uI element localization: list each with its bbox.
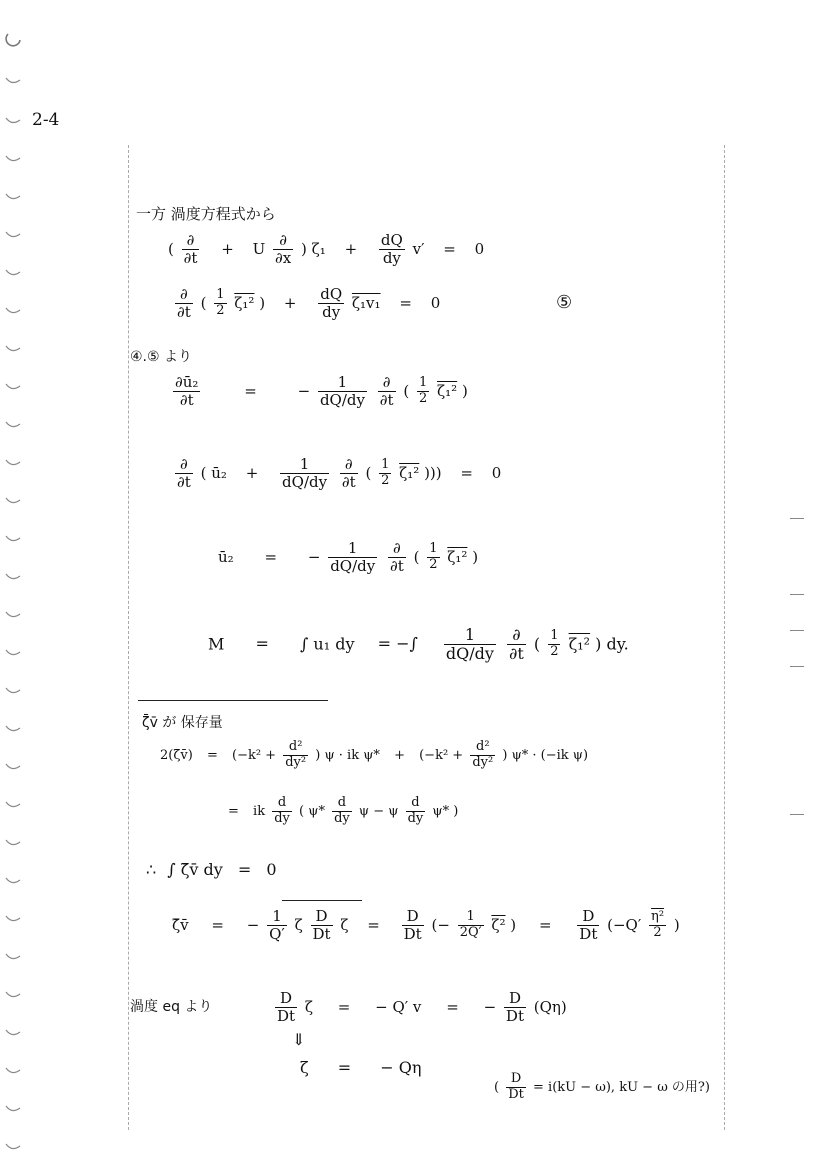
frac-den: ∂t: [379, 391, 394, 410]
frac-den: 2: [653, 925, 662, 941]
frac-den: 2: [216, 303, 225, 319]
term-open: (−k² +: [419, 747, 468, 763]
equals: =: [228, 803, 239, 819]
one-half: [417, 376, 429, 407]
frac-den: ∂t: [509, 644, 524, 664]
equation-conservation: [172, 456, 501, 492]
frac-num: ∂: [340, 456, 358, 474]
psi-minus-psi: ψ − ψ: [358, 803, 399, 819]
plus: +: [344, 239, 358, 258]
plus: +: [394, 747, 405, 763]
equation-momentum-integral: [208, 626, 629, 664]
equation-flux-expansion: [160, 740, 588, 771]
minus: −: [246, 915, 260, 934]
frac-num: d²: [470, 740, 495, 756]
half-q-prime: [458, 910, 484, 941]
page-label: 2-4: [32, 110, 60, 130]
material-derivative: [311, 908, 333, 944]
frac-den: dy: [407, 810, 424, 826]
term-open: (−k² +: [232, 747, 281, 763]
minus: −: [307, 547, 321, 566]
paren: (: [413, 547, 420, 566]
frac-num: ∂: [175, 286, 193, 304]
one-half: [379, 458, 391, 489]
material-derivative: [275, 990, 297, 1026]
paren: (: [365, 463, 372, 482]
frac-den: dy²: [472, 754, 494, 770]
u2-mean: ū₂: [218, 547, 234, 566]
partial-x: [273, 232, 293, 268]
equation-flux-divergence: [228, 796, 458, 827]
frac-den: ∂t: [179, 391, 194, 410]
frac-num: ∂: [378, 374, 396, 392]
frac-den: ∂x: [275, 249, 292, 268]
ik: ik: [253, 803, 266, 819]
equals: =: [443, 239, 456, 258]
frac-num: D: [311, 908, 333, 926]
rhs: 0: [430, 293, 441, 312]
zeta: ζ: [340, 915, 349, 934]
equals: =: [460, 463, 473, 482]
frac-den: dy: [274, 810, 290, 826]
frac-num: d: [272, 796, 292, 812]
implies-arrow: ⇓: [292, 1030, 306, 1049]
zeta-squared: ζ₁²: [437, 381, 458, 400]
paren: (: [168, 239, 174, 258]
equation-zeta-eta: [300, 1058, 421, 1077]
paren: ))): [424, 463, 442, 482]
frac-num: 1: [328, 540, 377, 558]
inverse-q-prime: [267, 908, 287, 944]
plus: +: [283, 293, 297, 312]
equals: =: [337, 1058, 352, 1077]
frac-num: ∂: [507, 626, 526, 645]
one-half: [214, 288, 226, 319]
frac-num: 1: [550, 628, 559, 644]
m-symbol: M: [208, 634, 225, 654]
psi-star: ( ψ*: [299, 803, 325, 819]
zeta-v-flux: ζ₁v₁: [351, 293, 381, 312]
frac-den: ∂t: [183, 249, 198, 268]
rhs: 0: [266, 860, 277, 879]
zeta-squared: ζ₁²: [447, 547, 468, 566]
zeta-squared: ζ₁²: [234, 293, 255, 312]
minus: −: [297, 381, 311, 400]
rhs: 0: [491, 463, 502, 482]
frac-den: ∂t: [177, 303, 191, 322]
material-derivative: [402, 908, 424, 944]
edge-tick: [790, 518, 804, 519]
paren: ): [472, 547, 479, 566]
frac-num: d: [406, 796, 426, 812]
u2-mean: ū₂: [211, 463, 227, 482]
overline-mark: [282, 900, 362, 901]
equation-vorticity-linear: [168, 232, 484, 268]
lhs: 2(ζ̄v̄): [160, 747, 193, 763]
frac-num: D: [506, 1072, 526, 1088]
material-derivative: [504, 990, 526, 1026]
binding-rings: [0, 0, 40, 1167]
frac-den: Dt: [508, 1086, 524, 1102]
frac-den: Dt: [403, 925, 422, 944]
paren-dy: ) dy.: [595, 634, 629, 654]
edge-tick: [790, 666, 804, 667]
frac-num: 1: [429, 541, 438, 557]
frac-num: ∂ū₂: [175, 373, 199, 391]
frac-num: 1: [216, 287, 225, 303]
d-dy: [406, 796, 426, 827]
paren: ): [673, 915, 680, 934]
frac-num: 1: [418, 375, 428, 391]
equals: =: [446, 997, 459, 1016]
inverse-dq-dy: [280, 456, 329, 492]
heading-vorticity-equation: 一方 渦度方程式から: [136, 205, 276, 223]
frac-den: 2: [550, 644, 559, 660]
paren: (: [533, 634, 541, 654]
term-close: ) ψ* · (−ik ψ): [502, 747, 589, 763]
integral-u1: ∫ u₁ dy: [299, 634, 355, 654]
paren: (: [200, 293, 207, 312]
frac-den: ∂t: [177, 473, 191, 492]
plus: +: [245, 463, 259, 482]
integral: ∫ ζ̄v̄ dy: [167, 860, 223, 879]
heading-vorticity-eq: 渦度 eq より: [130, 999, 213, 1015]
frac-den: dQ/dy: [319, 391, 365, 410]
frac-den: 2: [429, 557, 438, 573]
frac-num: ∂: [182, 232, 200, 250]
minus: −: [483, 997, 497, 1016]
equals: =: [367, 915, 380, 934]
v-term: v′: [412, 239, 425, 258]
frac-num: D: [402, 908, 424, 926]
frac-num: ∂: [175, 456, 193, 474]
frac-den: Dt: [505, 1007, 524, 1026]
frac-den: dy: [334, 810, 350, 826]
eta-squared-half: [649, 910, 666, 941]
zeta-squared: ζ₁²: [399, 463, 420, 482]
equals: =: [337, 997, 351, 1016]
frac-den: Dt: [312, 925, 331, 944]
frac-den: 2Q′: [459, 925, 482, 941]
paren: ): [510, 915, 517, 934]
zeta: ζ: [300, 1058, 309, 1077]
frac-den: ∂t: [341, 473, 356, 492]
paren: (−: [431, 915, 450, 934]
frac-num: ∂: [388, 540, 406, 558]
q-eta: (Qη): [533, 997, 567, 1016]
equals: =: [255, 634, 269, 654]
material-derivative: [577, 908, 599, 944]
left-margin-line: [128, 145, 129, 1130]
edge-tick: [790, 814, 804, 815]
partial-t: [378, 374, 396, 410]
equation-mean-flow-tendency: [170, 374, 468, 410]
frac-den: 2: [418, 391, 428, 407]
equals: =: [206, 747, 218, 763]
equals: =: [211, 915, 224, 934]
equals: =: [538, 915, 552, 934]
side-note: [494, 1072, 710, 1103]
zeta-squared: ζ²: [491, 915, 506, 934]
frac-num: 1: [318, 374, 367, 392]
frac-den: ∂t: [390, 557, 404, 576]
frac-den: dy: [382, 249, 401, 268]
section-divider: [138, 700, 328, 701]
frac-den: dQ/dy: [330, 557, 376, 576]
frac-num: dQ: [320, 285, 343, 303]
rhs-qv: − Q′ v: [375, 997, 422, 1016]
frac-den: Dt: [277, 1007, 296, 1026]
edge-tick: [790, 594, 804, 595]
frac-num: 1: [458, 910, 484, 926]
rhs: − Qη: [380, 1058, 422, 1077]
frac-num: 1: [280, 456, 329, 474]
inverse-dq-dy: [318, 374, 367, 410]
zeta: ζ: [304, 997, 313, 1016]
equals-minus-integral: = −∫: [377, 634, 418, 654]
frac-num: 1: [444, 626, 496, 645]
du2-dt: [173, 374, 200, 410]
u-symbol: U: [252, 239, 266, 258]
term-close: ) ψ · ik ψ*: [315, 747, 380, 763]
paren: (: [494, 1079, 500, 1095]
equation-mean-flow: [218, 540, 478, 576]
inverse-dq-dy: [328, 540, 377, 576]
right-margin-line: [724, 145, 725, 1130]
paren: (: [403, 381, 410, 400]
equals: =: [264, 547, 278, 566]
frac-den: dy²: [285, 754, 307, 770]
d-dy: [272, 796, 292, 827]
frac-den: 2: [381, 473, 390, 489]
frac-num: D: [577, 908, 599, 926]
zeta: ζ: [294, 915, 303, 934]
second-derivative: [283, 740, 308, 771]
equals: =: [399, 293, 412, 312]
frac-den: dQ/dy: [445, 644, 494, 664]
frac-num: ∂: [273, 232, 293, 250]
frac-num: D: [275, 990, 297, 1008]
equation-marker-5: ⑤: [556, 292, 573, 313]
frac-num: 1: [381, 457, 390, 473]
plus: +: [221, 239, 234, 258]
second-derivative: [470, 740, 495, 771]
partial-t: [388, 540, 406, 576]
frac-num: d: [332, 796, 352, 812]
partial-t: [175, 286, 193, 322]
frac-den: Q′: [269, 925, 285, 944]
zeta-term: ) ζ₁: [301, 239, 326, 258]
frac-den: dQ/dy: [282, 473, 328, 492]
partial-t: [182, 232, 200, 268]
partial-t: [507, 626, 526, 664]
zeta-squared: ζ₁²: [568, 634, 591, 654]
frac-num: 1: [267, 908, 287, 926]
paren: (: [200, 463, 207, 482]
paren: ): [461, 381, 468, 400]
psi-star-close: ψ* ): [432, 803, 459, 819]
d-dy: [332, 796, 352, 827]
reference-line: ④.⑤ より: [130, 349, 193, 365]
frac-den: dy: [322, 303, 341, 322]
partial-t: [340, 456, 358, 492]
heading-conserved-quantity: ζ̄v̄ が 保存量: [142, 715, 223, 731]
equation-wave-activity: [172, 908, 680, 944]
equation-enstrophy: [172, 286, 440, 322]
frac-num: η²: [651, 909, 665, 925]
inverse-dq-dy: [444, 626, 496, 664]
partial-t: [175, 456, 193, 492]
dq-dy: [379, 232, 405, 268]
equals: =: [244, 381, 257, 400]
paren: (−Q′: [607, 915, 642, 934]
one-half: [427, 542, 439, 573]
equation-flux-integral: [146, 860, 277, 879]
frac-den: Dt: [579, 925, 598, 944]
paren: ): [259, 293, 266, 312]
frac-num: d²: [283, 740, 308, 756]
lhs: ζ̄v̄: [172, 915, 189, 934]
spiral-binding: [0, 0, 40, 1167]
frac-num: D: [504, 990, 526, 1008]
dq-dy: [318, 286, 344, 322]
frac-num: dQ: [380, 231, 403, 249]
material-derivative: [506, 1072, 526, 1103]
equals: =: [237, 860, 252, 879]
edge-tick: [790, 630, 804, 631]
note-text: = i(kU − ω), kU − ω の用?): [533, 1079, 710, 1095]
equation-displacement: [272, 990, 567, 1026]
rhs: 0: [474, 239, 485, 258]
one-half: [548, 629, 560, 660]
therefore-symbol: ∴: [146, 860, 157, 879]
